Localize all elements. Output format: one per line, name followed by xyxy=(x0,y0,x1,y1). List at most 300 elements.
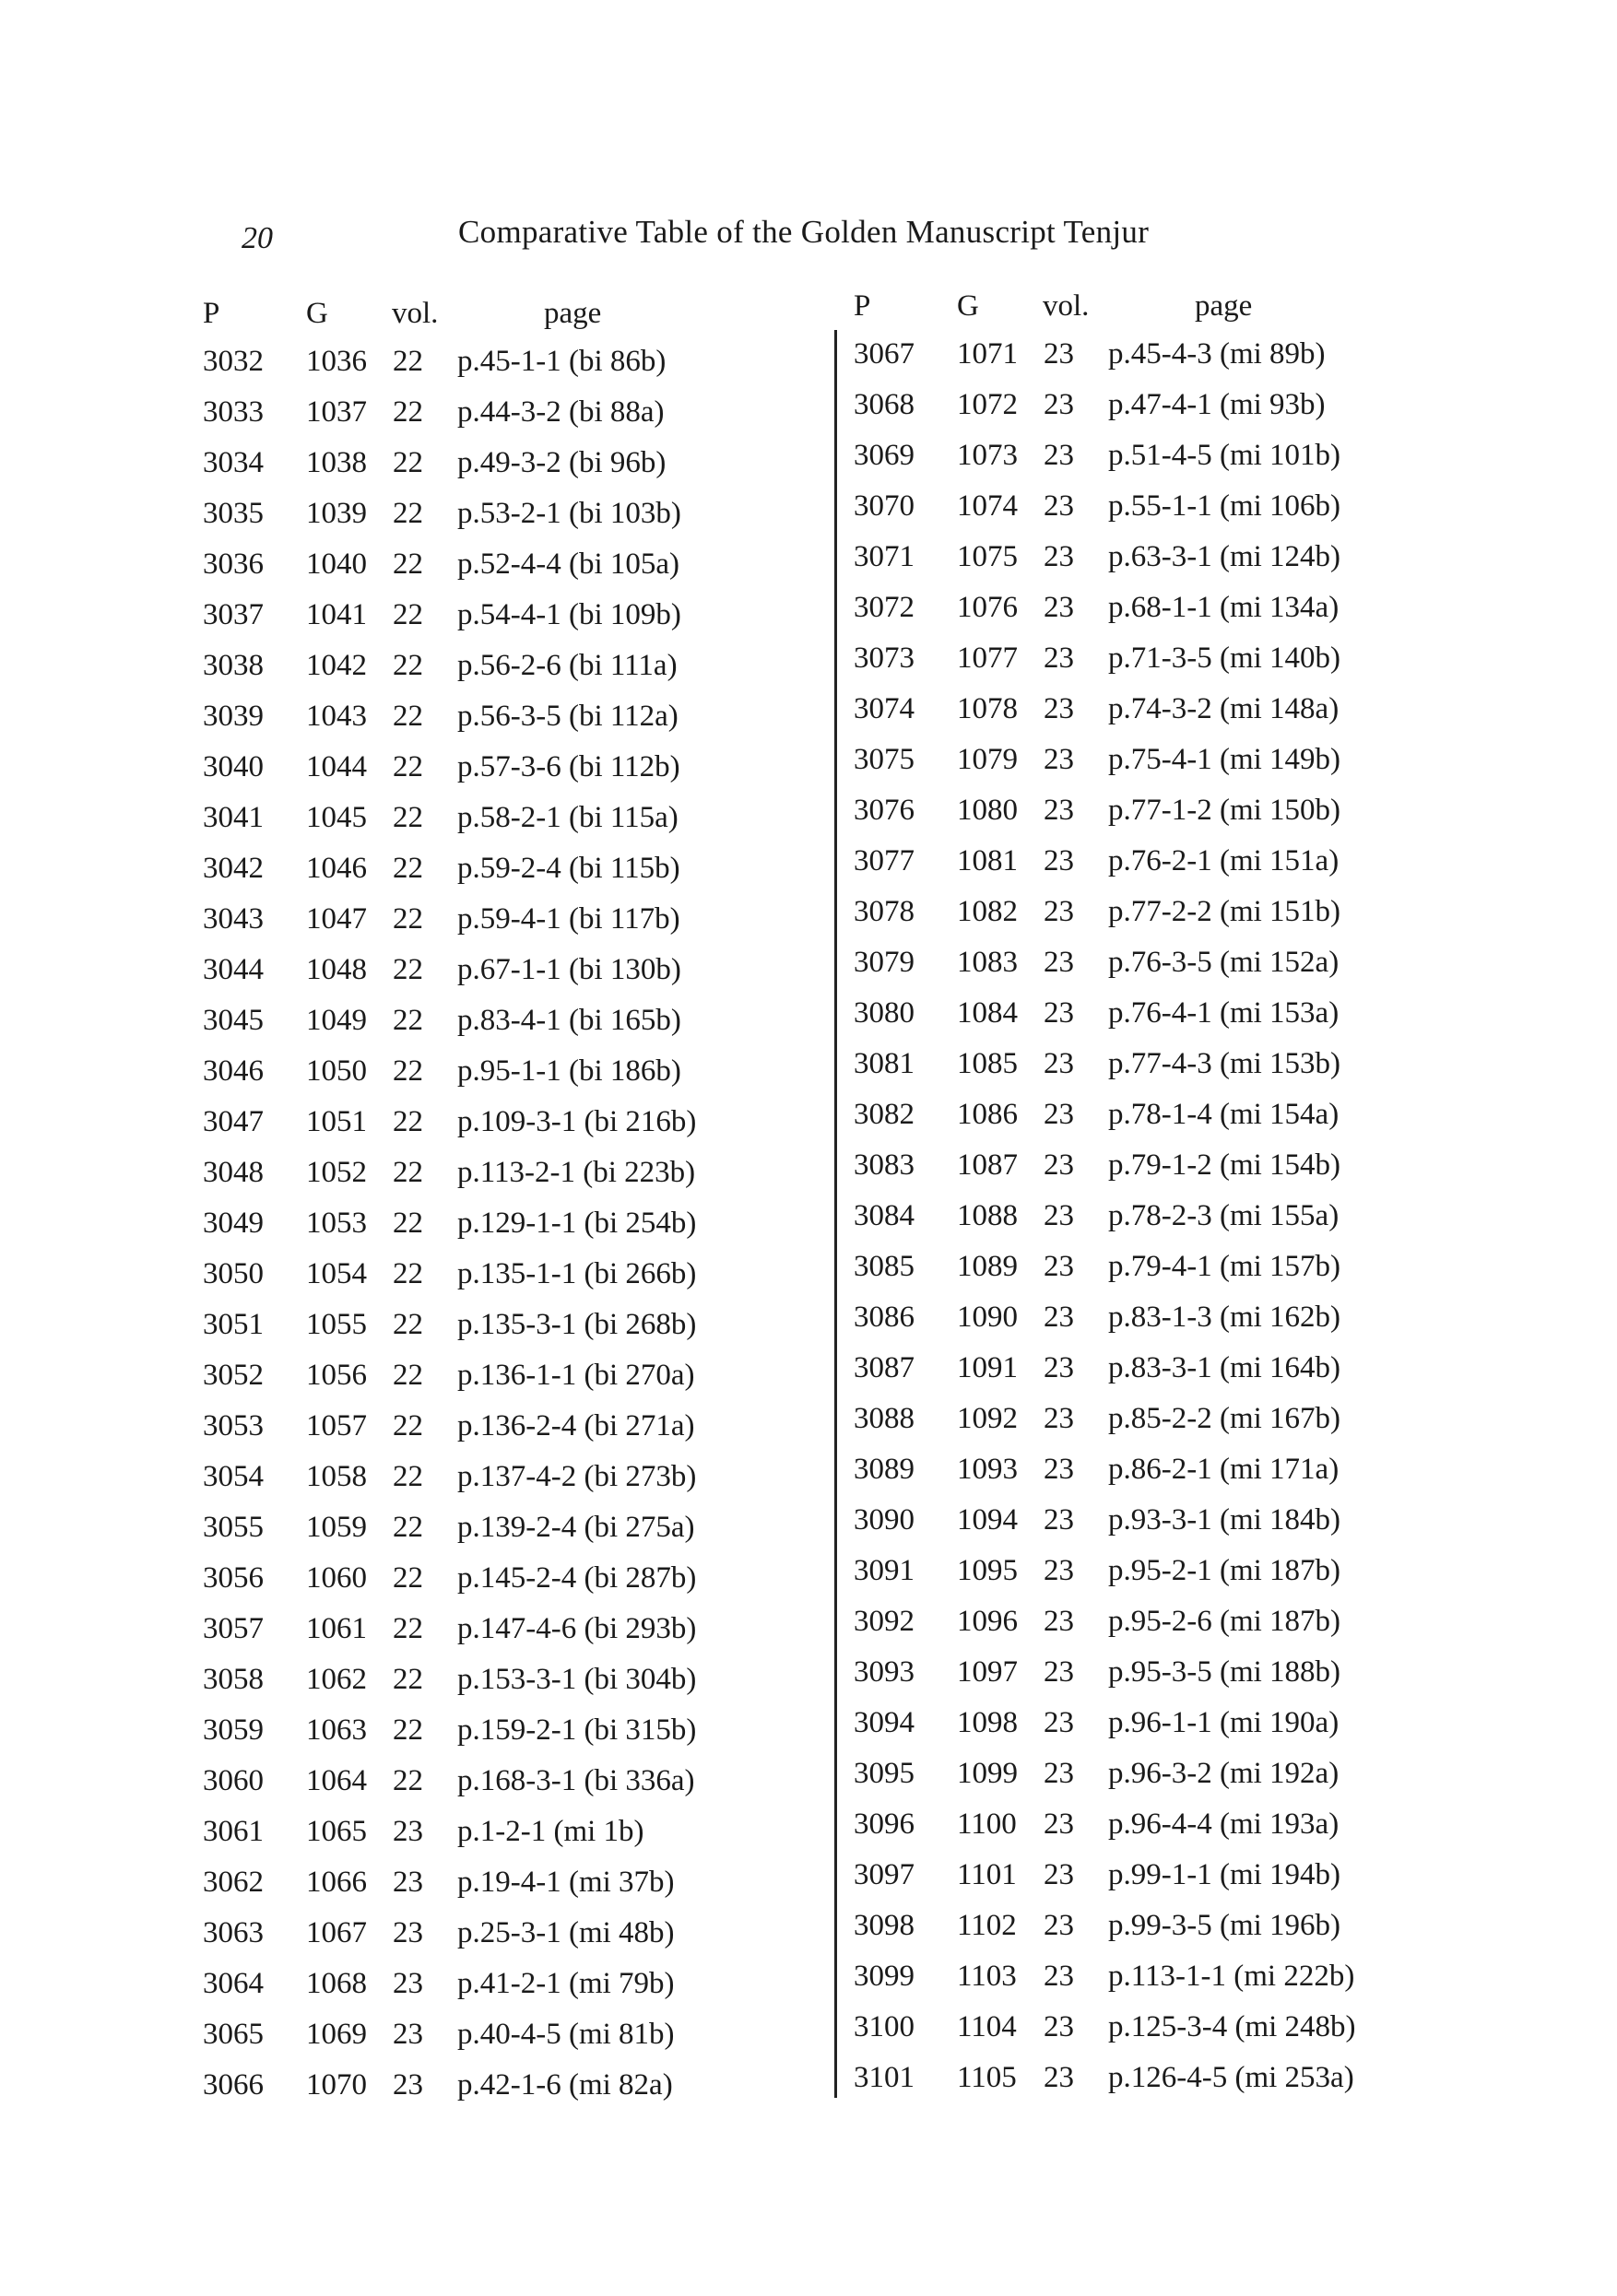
table-row xyxy=(854,1909,1517,1960)
table-right-column xyxy=(854,289,1517,2112)
cell-page: p.59-2-4 (bi 115b) xyxy=(457,852,680,885)
cell-vol: 22 xyxy=(393,1409,423,1442)
header-g: G xyxy=(957,289,979,323)
cell-vol: 23 xyxy=(393,1916,423,1949)
cell-g: 1072 xyxy=(957,388,1018,421)
table-row xyxy=(203,953,867,1004)
cell-p: 3096 xyxy=(854,1807,915,1841)
table-row xyxy=(854,895,1517,946)
cell-p: 3093 xyxy=(854,1655,915,1689)
cell-g: 1041 xyxy=(306,598,367,631)
cell-p: 3062 xyxy=(203,1866,264,1899)
table-row xyxy=(854,2010,1517,2061)
table-row xyxy=(203,1967,867,2018)
cell-g: 1095 xyxy=(957,1554,1018,1587)
cell-g: 1039 xyxy=(306,497,367,530)
cell-p: 3086 xyxy=(854,1301,915,1334)
cell-p: 3076 xyxy=(854,794,915,827)
cell-p: 3058 xyxy=(203,1663,264,1696)
column-header-row xyxy=(854,289,1517,337)
cell-p: 3085 xyxy=(854,1250,915,1283)
cell-vol: 22 xyxy=(393,1257,423,1290)
cell-vol: 23 xyxy=(1044,1655,1074,1689)
cell-page: p.96-1-1 (mi 190a) xyxy=(1108,1706,1340,1739)
cell-vol: 22 xyxy=(393,1764,423,1797)
table-row xyxy=(854,1706,1517,1757)
table-row xyxy=(854,946,1517,996)
cell-page: p.147-4-6 (bi 293b) xyxy=(457,1612,697,1645)
cell-vol: 23 xyxy=(1044,692,1074,725)
table-row xyxy=(854,794,1517,844)
cell-page: p.75-4-1 (mi 149b) xyxy=(1108,743,1341,776)
cell-page: p.79-4-1 (mi 157b) xyxy=(1108,1250,1341,1283)
cell-p: 3075 xyxy=(854,743,915,776)
cell-page: p.95-3-5 (mi 188b) xyxy=(1108,1655,1341,1689)
cell-vol: 22 xyxy=(393,801,423,834)
cell-page: p.51-4-5 (mi 101b) xyxy=(1108,439,1341,472)
cell-g: 1099 xyxy=(957,1757,1018,1790)
table-row xyxy=(854,1199,1517,1250)
cell-g: 1096 xyxy=(957,1605,1018,1638)
table-row xyxy=(854,1098,1517,1148)
cell-g: 1065 xyxy=(306,1815,367,1848)
cell-page: p.86-2-1 (mi 171a) xyxy=(1108,1453,1340,1486)
cell-p: 3088 xyxy=(854,1402,915,1435)
left-rows xyxy=(203,345,867,2119)
table-row xyxy=(854,388,1517,439)
cell-g: 1051 xyxy=(306,1105,367,1138)
cell-p: 3039 xyxy=(203,700,264,733)
cell-page: p.56-3-5 (bi 112a) xyxy=(457,700,679,733)
cell-vol: 22 xyxy=(393,1511,423,1544)
cell-vol: 23 xyxy=(1044,540,1074,573)
table-row xyxy=(203,649,867,700)
cell-vol: 23 xyxy=(1044,591,1074,624)
cell-p: 3095 xyxy=(854,1757,915,1790)
cell-g: 1090 xyxy=(957,1301,1018,1334)
cell-vol: 22 xyxy=(393,497,423,530)
cell-vol: 23 xyxy=(1044,895,1074,928)
cell-p: 3092 xyxy=(854,1605,915,1638)
cell-page: p.55-1-1 (mi 106b) xyxy=(1108,489,1341,523)
cell-vol: 22 xyxy=(393,1156,423,1189)
cell-g: 1068 xyxy=(306,1967,367,2000)
cell-p: 3099 xyxy=(854,1960,915,1993)
cell-page: p.95-2-6 (mi 187b) xyxy=(1108,1605,1341,1638)
cell-g: 1047 xyxy=(306,902,367,936)
cell-p: 3079 xyxy=(854,946,915,979)
cell-g: 1042 xyxy=(306,649,367,682)
cell-g: 1094 xyxy=(957,1503,1018,1537)
cell-g: 1060 xyxy=(306,1561,367,1595)
cell-vol: 23 xyxy=(393,2068,423,2102)
cell-page: p.77-4-3 (mi 153b) xyxy=(1108,1047,1341,1080)
cell-vol: 23 xyxy=(393,2018,423,2051)
cell-page: p.63-3-1 (mi 124b) xyxy=(1108,540,1341,573)
cell-page: p.113-2-1 (bi 223b) xyxy=(457,1156,696,1189)
cell-vol: 22 xyxy=(393,1460,423,1493)
cell-page: p.109-3-1 (bi 216b) xyxy=(457,1105,697,1138)
cell-p: 3036 xyxy=(203,548,264,581)
table-row xyxy=(203,497,867,548)
cell-p: 3064 xyxy=(203,1967,264,2000)
cell-vol: 23 xyxy=(1044,1098,1074,1131)
cell-vol: 23 xyxy=(1044,743,1074,776)
table-row xyxy=(203,598,867,649)
cell-vol: 22 xyxy=(393,1308,423,1341)
cell-p: 3091 xyxy=(854,1554,915,1587)
cell-g: 1074 xyxy=(957,489,1018,523)
table-row xyxy=(203,1359,867,1409)
header-vol: vol. xyxy=(1043,289,1090,323)
cell-vol: 23 xyxy=(1044,388,1074,421)
cell-g: 1087 xyxy=(957,1148,1018,1182)
cell-page: p.137-4-2 (bi 273b) xyxy=(457,1460,697,1493)
cell-page: p.59-4-1 (bi 117b) xyxy=(457,902,680,936)
cell-p: 3073 xyxy=(854,642,915,675)
cell-p: 3056 xyxy=(203,1561,264,1595)
cell-page: p.47-4-1 (mi 93b) xyxy=(1108,388,1326,421)
cell-page: p.95-1-1 (bi 186b) xyxy=(457,1054,681,1088)
table-row xyxy=(203,1460,867,1511)
cell-page: p.85-2-2 (mi 167b) xyxy=(1108,1402,1341,1435)
cell-vol: 22 xyxy=(393,700,423,733)
cell-vol: 23 xyxy=(1044,1503,1074,1537)
cell-g: 1073 xyxy=(957,439,1018,472)
cell-g: 1063 xyxy=(306,1713,367,1747)
cell-p: 3081 xyxy=(854,1047,915,1080)
cell-page: p.168-3-1 (bi 336a) xyxy=(457,1764,695,1797)
cell-g: 1105 xyxy=(957,2061,1017,2094)
cell-p: 3047 xyxy=(203,1105,264,1138)
cell-page: p.77-2-2 (mi 151b) xyxy=(1108,895,1341,928)
cell-vol: 22 xyxy=(393,1207,423,1240)
cell-vol: 23 xyxy=(1044,1554,1074,1587)
table-row xyxy=(854,1351,1517,1402)
cell-page: p.83-3-1 (mi 164b) xyxy=(1108,1351,1341,1384)
cell-vol: 22 xyxy=(393,750,423,783)
cell-p: 3051 xyxy=(203,1308,264,1341)
table-row xyxy=(854,996,1517,1047)
cell-page: p.44-3-2 (bi 88a) xyxy=(457,395,665,429)
cell-vol: 23 xyxy=(1044,1960,1074,1993)
cell-page: p.136-1-1 (bi 270a) xyxy=(457,1359,695,1392)
cell-vol: 23 xyxy=(1044,1858,1074,1891)
cell-vol: 22 xyxy=(393,1054,423,1088)
cell-g: 1104 xyxy=(957,2010,1017,2043)
cell-g: 1067 xyxy=(306,1916,367,1949)
table-row xyxy=(854,1402,1517,1453)
cell-page: p.99-3-5 (mi 196b) xyxy=(1108,1909,1341,1942)
cell-g: 1062 xyxy=(306,1663,367,1696)
cell-p: 3070 xyxy=(854,489,915,523)
cell-page: p.74-3-2 (mi 148a) xyxy=(1108,692,1340,725)
cell-vol: 22 xyxy=(393,1105,423,1138)
cell-p: 3037 xyxy=(203,598,264,631)
cell-page: p.1-2-1 (mi 1b) xyxy=(457,1815,644,1848)
cell-page: p.99-1-1 (mi 194b) xyxy=(1108,1858,1341,1891)
cell-vol: 23 xyxy=(1044,946,1074,979)
cell-p: 3040 xyxy=(203,750,264,783)
header-vol: vol. xyxy=(392,297,439,330)
cell-p: 3032 xyxy=(203,345,264,378)
cell-p: 3035 xyxy=(203,497,264,530)
table-row xyxy=(854,1605,1517,1655)
cell-g: 1045 xyxy=(306,801,367,834)
cell-page: p.42-1-6 (mi 82a) xyxy=(457,2068,673,2102)
cell-page: p.58-2-1 (bi 115a) xyxy=(457,801,679,834)
cell-vol: 23 xyxy=(393,1967,423,2000)
cell-vol: 22 xyxy=(393,1359,423,1392)
cell-vol: 23 xyxy=(1044,996,1074,1030)
cell-p: 3060 xyxy=(203,1764,264,1797)
cell-vol: 22 xyxy=(393,395,423,429)
cell-vol: 22 xyxy=(393,598,423,631)
cell-page: p.45-4-3 (mi 89b) xyxy=(1108,337,1326,371)
cell-p: 3074 xyxy=(854,692,915,725)
cell-page: p.49-3-2 (bi 96b) xyxy=(457,446,667,479)
cell-vol: 23 xyxy=(1044,642,1074,675)
cell-vol: 22 xyxy=(393,1612,423,1645)
cell-page: p.135-1-1 (bi 266b) xyxy=(457,1257,697,1290)
table-row xyxy=(203,700,867,750)
header-p: P xyxy=(203,297,220,330)
cell-page: p.76-2-1 (mi 151a) xyxy=(1108,844,1340,877)
cell-p: 3087 xyxy=(854,1351,915,1384)
cell-g: 1057 xyxy=(306,1409,367,1442)
cell-vol: 23 xyxy=(1044,1148,1074,1182)
table-row xyxy=(854,1503,1517,1554)
cell-p: 3069 xyxy=(854,439,915,472)
cell-vol: 23 xyxy=(1044,844,1074,877)
table-row xyxy=(203,1409,867,1460)
cell-page: p.125-3-4 (mi 248b) xyxy=(1108,2010,1356,2043)
cell-g: 1078 xyxy=(957,692,1018,725)
table-row xyxy=(854,1453,1517,1503)
table-row xyxy=(854,1250,1517,1301)
cell-p: 3065 xyxy=(203,2018,264,2051)
cell-p: 3034 xyxy=(203,446,264,479)
cell-page: p.68-1-1 (mi 134a) xyxy=(1108,591,1340,624)
cell-vol: 22 xyxy=(393,1561,423,1595)
right-rows xyxy=(854,337,1517,2112)
cell-p: 3033 xyxy=(203,395,264,429)
cell-g: 1085 xyxy=(957,1047,1018,1080)
header-p: P xyxy=(854,289,871,323)
table-row xyxy=(203,1612,867,1663)
cell-g: 1082 xyxy=(957,895,1018,928)
table-row xyxy=(203,1713,867,1764)
cell-vol: 23 xyxy=(1044,1807,1074,1841)
cell-page: p.45-1-1 (bi 86b) xyxy=(457,345,667,378)
cell-g: 1103 xyxy=(957,1960,1017,1993)
cell-p: 3043 xyxy=(203,902,264,936)
cell-page: p.113-1-1 (mi 222b) xyxy=(1108,1960,1355,1993)
header-page: page xyxy=(544,297,602,330)
cell-g: 1043 xyxy=(306,700,367,733)
cell-page: p.54-4-1 (bi 109b) xyxy=(457,598,681,631)
table-row xyxy=(854,1960,1517,2010)
cell-page: p.25-3-1 (mi 48b) xyxy=(457,1916,675,1949)
cell-p: 3067 xyxy=(854,337,915,371)
column-header-row xyxy=(203,297,867,345)
cell-page: p.19-4-1 (mi 37b) xyxy=(457,1866,675,1899)
table-row xyxy=(854,1858,1517,1909)
table-row xyxy=(203,1105,867,1156)
cell-vol: 23 xyxy=(1044,1047,1074,1080)
table-row xyxy=(203,1916,867,1967)
cell-p: 3050 xyxy=(203,1257,264,1290)
cell-vol: 23 xyxy=(1044,2010,1074,2043)
cell-page: p.52-4-4 (bi 105a) xyxy=(457,548,680,581)
cell-g: 1100 xyxy=(957,1807,1017,1841)
cell-p: 3049 xyxy=(203,1207,264,1240)
cell-page: p.153-3-1 (bi 304b) xyxy=(457,1663,697,1696)
cell-p: 3101 xyxy=(854,2061,915,2094)
cell-p: 3041 xyxy=(203,801,264,834)
cell-page: p.139-2-4 (bi 275a) xyxy=(457,1511,695,1544)
table-row xyxy=(854,489,1517,540)
cell-g: 1097 xyxy=(957,1655,1018,1689)
cell-g: 1093 xyxy=(957,1453,1018,1486)
table-row xyxy=(854,439,1517,489)
table-row xyxy=(203,852,867,902)
cell-vol: 23 xyxy=(1044,794,1074,827)
cell-g: 1038 xyxy=(306,446,367,479)
cell-g: 1077 xyxy=(957,642,1018,675)
table-row xyxy=(854,844,1517,895)
cell-p: 3052 xyxy=(203,1359,264,1392)
cell-g: 1050 xyxy=(306,1054,367,1088)
cell-vol: 23 xyxy=(1044,1301,1074,1334)
cell-g: 1046 xyxy=(306,852,367,885)
cell-g: 1086 xyxy=(957,1098,1018,1131)
table-row xyxy=(203,1815,867,1866)
cell-page: p.95-2-1 (mi 187b) xyxy=(1108,1554,1341,1587)
cell-g: 1075 xyxy=(957,540,1018,573)
table-row xyxy=(854,1655,1517,1706)
cell-vol: 22 xyxy=(393,649,423,682)
cell-vol: 23 xyxy=(1044,337,1074,371)
cell-vol: 23 xyxy=(1044,2061,1074,2094)
table-row xyxy=(854,1807,1517,1858)
cell-g: 1055 xyxy=(306,1308,367,1341)
cell-p: 3055 xyxy=(203,1511,264,1544)
cell-page: p.129-1-1 (bi 254b) xyxy=(457,1207,697,1240)
table-row xyxy=(203,1054,867,1105)
cell-p: 3089 xyxy=(854,1453,915,1486)
table-row xyxy=(203,446,867,497)
cell-p: 3098 xyxy=(854,1909,915,1942)
cell-page: p.56-2-6 (bi 111a) xyxy=(457,649,678,682)
cell-vol: 23 xyxy=(1044,1351,1074,1384)
cell-p: 3097 xyxy=(854,1858,915,1891)
cell-p: 3061 xyxy=(203,1815,264,1848)
cell-vol: 23 xyxy=(1044,439,1074,472)
table-row xyxy=(854,1148,1517,1199)
table-row xyxy=(203,548,867,598)
cell-page: p.93-3-1 (mi 184b) xyxy=(1108,1503,1341,1537)
header-page: page xyxy=(1195,289,1253,323)
cell-g: 1066 xyxy=(306,1866,367,1899)
cell-g: 1059 xyxy=(306,1511,367,1544)
cell-g: 1054 xyxy=(306,1257,367,1290)
cell-g: 1081 xyxy=(957,844,1018,877)
cell-p: 3042 xyxy=(203,852,264,885)
cell-vol: 23 xyxy=(1044,1402,1074,1435)
cell-g: 1071 xyxy=(957,337,1018,371)
table-row xyxy=(203,1004,867,1054)
cell-page: p.71-3-5 (mi 140b) xyxy=(1108,642,1341,675)
cell-g: 1098 xyxy=(957,1706,1018,1739)
cell-g: 1101 xyxy=(957,1858,1017,1891)
table-row xyxy=(203,1257,867,1308)
cell-p: 3090 xyxy=(854,1503,915,1537)
table-row xyxy=(203,1308,867,1359)
cell-vol: 22 xyxy=(393,1663,423,1696)
cell-g: 1040 xyxy=(306,548,367,581)
cell-vol: 22 xyxy=(393,953,423,986)
cell-page: p.135-3-1 (bi 268b) xyxy=(457,1308,697,1341)
cell-p: 3080 xyxy=(854,996,915,1030)
cell-page: p.83-1-3 (mi 162b) xyxy=(1108,1301,1341,1334)
cell-page: p.96-4-4 (mi 193a) xyxy=(1108,1807,1340,1841)
cell-page: p.136-2-4 (bi 271a) xyxy=(457,1409,695,1442)
cell-g: 1058 xyxy=(306,1460,367,1493)
cell-vol: 23 xyxy=(1044,1706,1074,1739)
table-row xyxy=(203,1207,867,1257)
cell-g: 1048 xyxy=(306,953,367,986)
cell-vol: 23 xyxy=(1044,1453,1074,1486)
cell-p: 3063 xyxy=(203,1916,264,1949)
cell-p: 3083 xyxy=(854,1148,915,1182)
cell-page: p.159-2-1 (bi 315b) xyxy=(457,1713,697,1747)
cell-g: 1037 xyxy=(306,395,367,429)
table-row xyxy=(854,1047,1517,1098)
table-left-column xyxy=(203,297,867,2119)
cell-p: 3066 xyxy=(203,2068,264,2102)
table-row xyxy=(854,1554,1517,1605)
cell-vol: 23 xyxy=(1044,489,1074,523)
cell-vol: 23 xyxy=(1044,1909,1074,1942)
table-row xyxy=(203,345,867,395)
table-row xyxy=(203,1663,867,1713)
table-row xyxy=(854,1757,1517,1807)
cell-p: 3053 xyxy=(203,1409,264,1442)
table-row xyxy=(203,1561,867,1612)
cell-g: 1089 xyxy=(957,1250,1018,1283)
cell-p: 3038 xyxy=(203,649,264,682)
cell-g: 1076 xyxy=(957,591,1018,624)
cell-g: 1069 xyxy=(306,2018,367,2051)
table-row xyxy=(854,1301,1517,1351)
cell-page: p.76-4-1 (mi 153a) xyxy=(1108,996,1340,1030)
cell-g: 1083 xyxy=(957,946,1018,979)
table-row xyxy=(203,1764,867,1815)
cell-page: p.53-2-1 (bi 103b) xyxy=(457,497,681,530)
table-row xyxy=(854,540,1517,591)
cell-vol: 23 xyxy=(393,1866,423,1899)
cell-page: p.96-3-2 (mi 192a) xyxy=(1108,1757,1340,1790)
cell-vol: 23 xyxy=(1044,1605,1074,1638)
cell-page: p.67-1-1 (bi 130b) xyxy=(457,953,681,986)
table-row xyxy=(854,337,1517,388)
cell-g: 1102 xyxy=(957,1909,1017,1942)
table-row xyxy=(203,1511,867,1561)
cell-page: p.76-3-5 (mi 152a) xyxy=(1108,946,1340,979)
cell-page: p.40-4-5 (mi 81b) xyxy=(457,2018,675,2051)
cell-vol: 22 xyxy=(393,446,423,479)
